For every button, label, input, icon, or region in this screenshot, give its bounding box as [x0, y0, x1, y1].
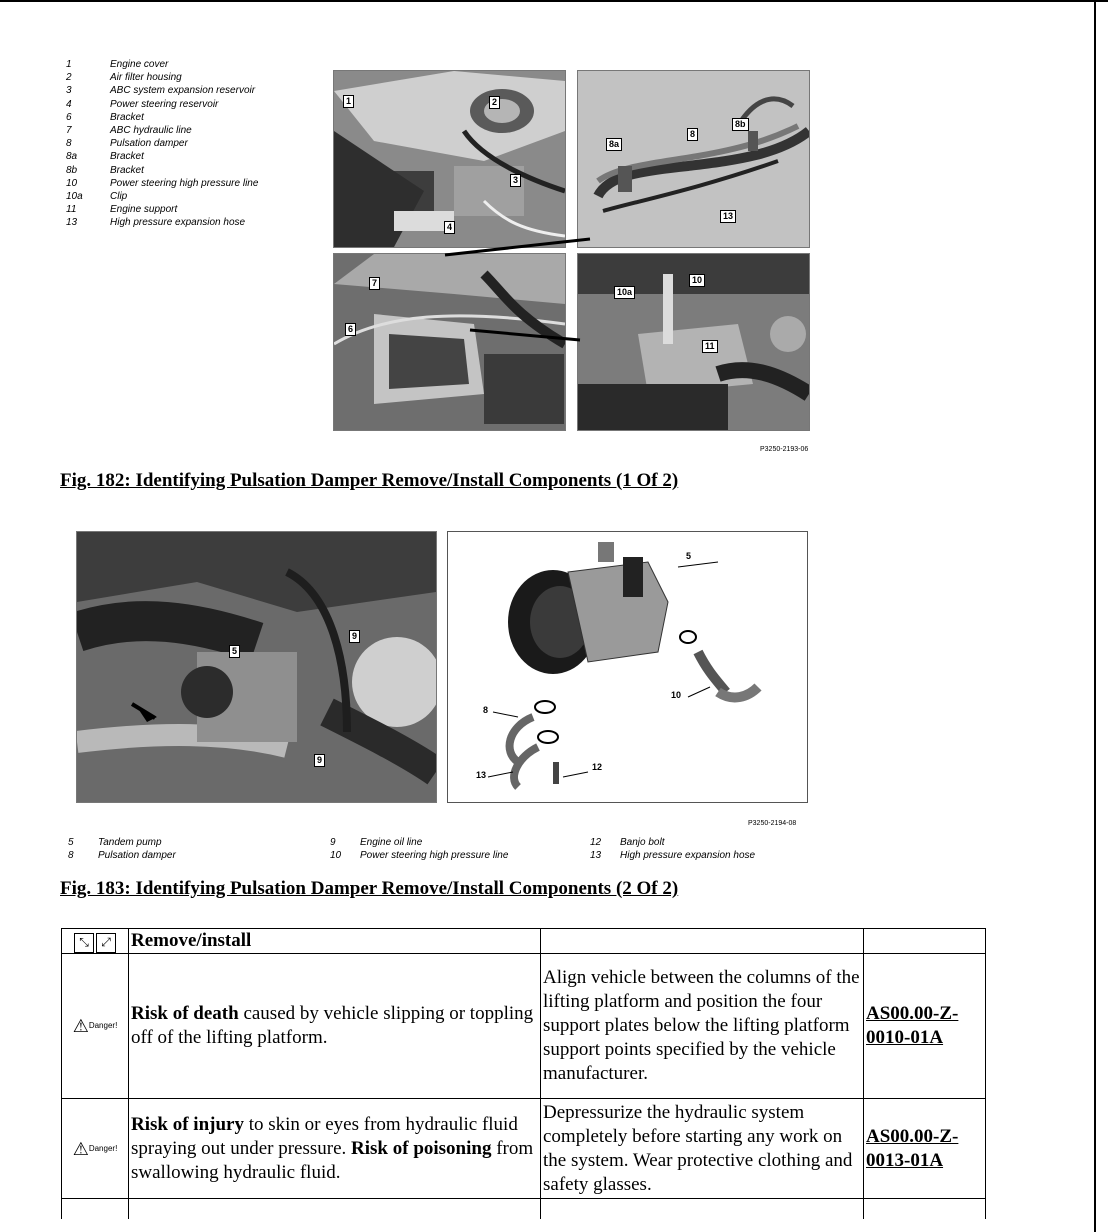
legend-item: 8a Bracket [66, 151, 144, 163]
fig182-diagram-damper-hoses [577, 70, 810, 248]
fig182-callout-6: 6 [345, 323, 356, 336]
fig183-legend-col3 [586, 836, 755, 862]
fig183-legend-col2 [326, 836, 508, 862]
table-header-title: Remove/install [129, 929, 541, 954]
fig183-photo-callout-5: 5 [229, 645, 240, 658]
legend-item: 10 Power steering high pressure line [330, 850, 509, 861]
fig183-photo-callout-9: 9 [349, 630, 360, 643]
fig183-legend-col1 [64, 836, 176, 862]
legend-item: 11 Engine support [66, 204, 178, 216]
warning-triangle-icon: ⚠ [72, 1138, 89, 1159]
legend-item: 10a Clip [66, 191, 128, 203]
fig182-callout-8b: 8b [732, 118, 749, 131]
fig182-callout-4: 4 [444, 221, 455, 234]
legend-item: 8 Pulsation damper [66, 138, 188, 150]
remove-install-table [61, 928, 986, 1219]
legend-item: 1 Engine cover [66, 59, 169, 70]
fig182-legend [60, 58, 320, 230]
fig183-photo-callout-9b: 9 [314, 754, 325, 767]
fig183-diagram-callout-5: 5 [686, 551, 692, 561]
legend-item: 3 ABC system expansion reservoir [66, 85, 256, 97]
fig183-diagram-callout-8: 8 [483, 705, 489, 715]
legend-item: 5 Tandem pump [68, 837, 162, 848]
fig183-diagram-pump-assembly [447, 531, 808, 803]
table-header-empty [864, 929, 986, 954]
legend-item: 8 Pulsation damper [68, 850, 176, 861]
table-header-empty [541, 929, 864, 954]
legend-item: 13 High pressure expansion hose [590, 850, 756, 861]
warning-triangle-icon: ⚠ [72, 1016, 89, 1036]
page-right-border [1094, 0, 1096, 1232]
fig182-leader-lines [440, 235, 600, 355]
fig182-callout-8: 8 [687, 128, 698, 141]
legend-item: 8b Bracket [66, 164, 144, 176]
table-row-partial [62, 1199, 986, 1219]
fig182-callout-11: 11 [702, 340, 718, 353]
page-top-border [0, 0, 1108, 2]
fig182-callout-8a: 8a [606, 138, 622, 151]
legend-item: 10 Power steering high pressure line [66, 177, 259, 189]
fig182-caption: Fig. 182: Identifying Pulsation Damper Remove/Install Components (1 Of 2) [60, 470, 679, 491]
risk-description: Risk of death caused by vehicle slipping or toppling off of the lifting platform. [129, 954, 541, 1099]
document-reference-link[interactable]: AS00.00-Z- 0013-01A [864, 1099, 986, 1199]
fig182-callout-1: 1 [343, 95, 354, 108]
install-icon: ⤢ [96, 933, 116, 953]
table-row [62, 1099, 986, 1199]
legend-item: 12 Banjo bolt [590, 837, 665, 848]
risk-description: Risk of injury to skin or eyes from hydraulic fluid spraying out under pressure. Risk of poisoning from swallowing hydraulic fluid. [129, 1099, 541, 1199]
fig182-image-code: P3250-2193-06 [760, 446, 809, 453]
remove-install-icons [62, 929, 129, 954]
fig183-caption: Fig. 183: Identifying Pulsation Damper Remove/Install Components (2 Of 2) [60, 878, 679, 899]
fig182-callout-7: 7 [369, 277, 380, 290]
fig183-diagram-callout-13: 13 [476, 770, 487, 780]
legend-item: 7 ABC hydraulic line [66, 125, 192, 137]
fig182-callout-13: 13 [720, 210, 736, 223]
document-reference-link[interactable]: AS00.00-Z- 0010-01A [864, 954, 986, 1099]
fig183-photo-tandem-pump [76, 531, 437, 803]
fig182-callout-2: 2 [489, 96, 500, 109]
fig182-callout-3: 3 [510, 174, 521, 187]
table-row [62, 954, 986, 1099]
fig182-callout-10: 10 [689, 274, 705, 287]
fig183-image-code: P3250-2194-08 [748, 820, 797, 827]
legend-item: 2 Air filter housing [66, 72, 182, 84]
table-header-row [62, 929, 986, 954]
danger-badge: ⚠ Danger! [62, 1099, 129, 1199]
legend-item: 13 High pressure expansion hose [66, 217, 246, 229]
legend-item: 4 Power steering reservoir [66, 98, 219, 110]
fig182-callout-10a: 10a [614, 286, 635, 299]
fig183-diagram-callout-10: 10 [671, 690, 682, 700]
danger-badge: ⚠ Danger! [62, 954, 129, 1099]
fig183-diagram-callout-12: 12 [592, 762, 603, 772]
remove-icon: ⤡ [74, 933, 94, 953]
action-instruction: Align vehicle between the columns of the lifting platform and position the four support plates below the lifting platform support points specified by the vehicle manufacturer. [541, 954, 864, 1099]
legend-item: 6 Bracket [66, 111, 144, 123]
action-instruction: Depressurize the hydraulic system completely before starting any work on the system. Wear protective clothing and safety glasses. [541, 1099, 864, 1199]
legend-item: 9 Engine oil line [330, 837, 423, 848]
